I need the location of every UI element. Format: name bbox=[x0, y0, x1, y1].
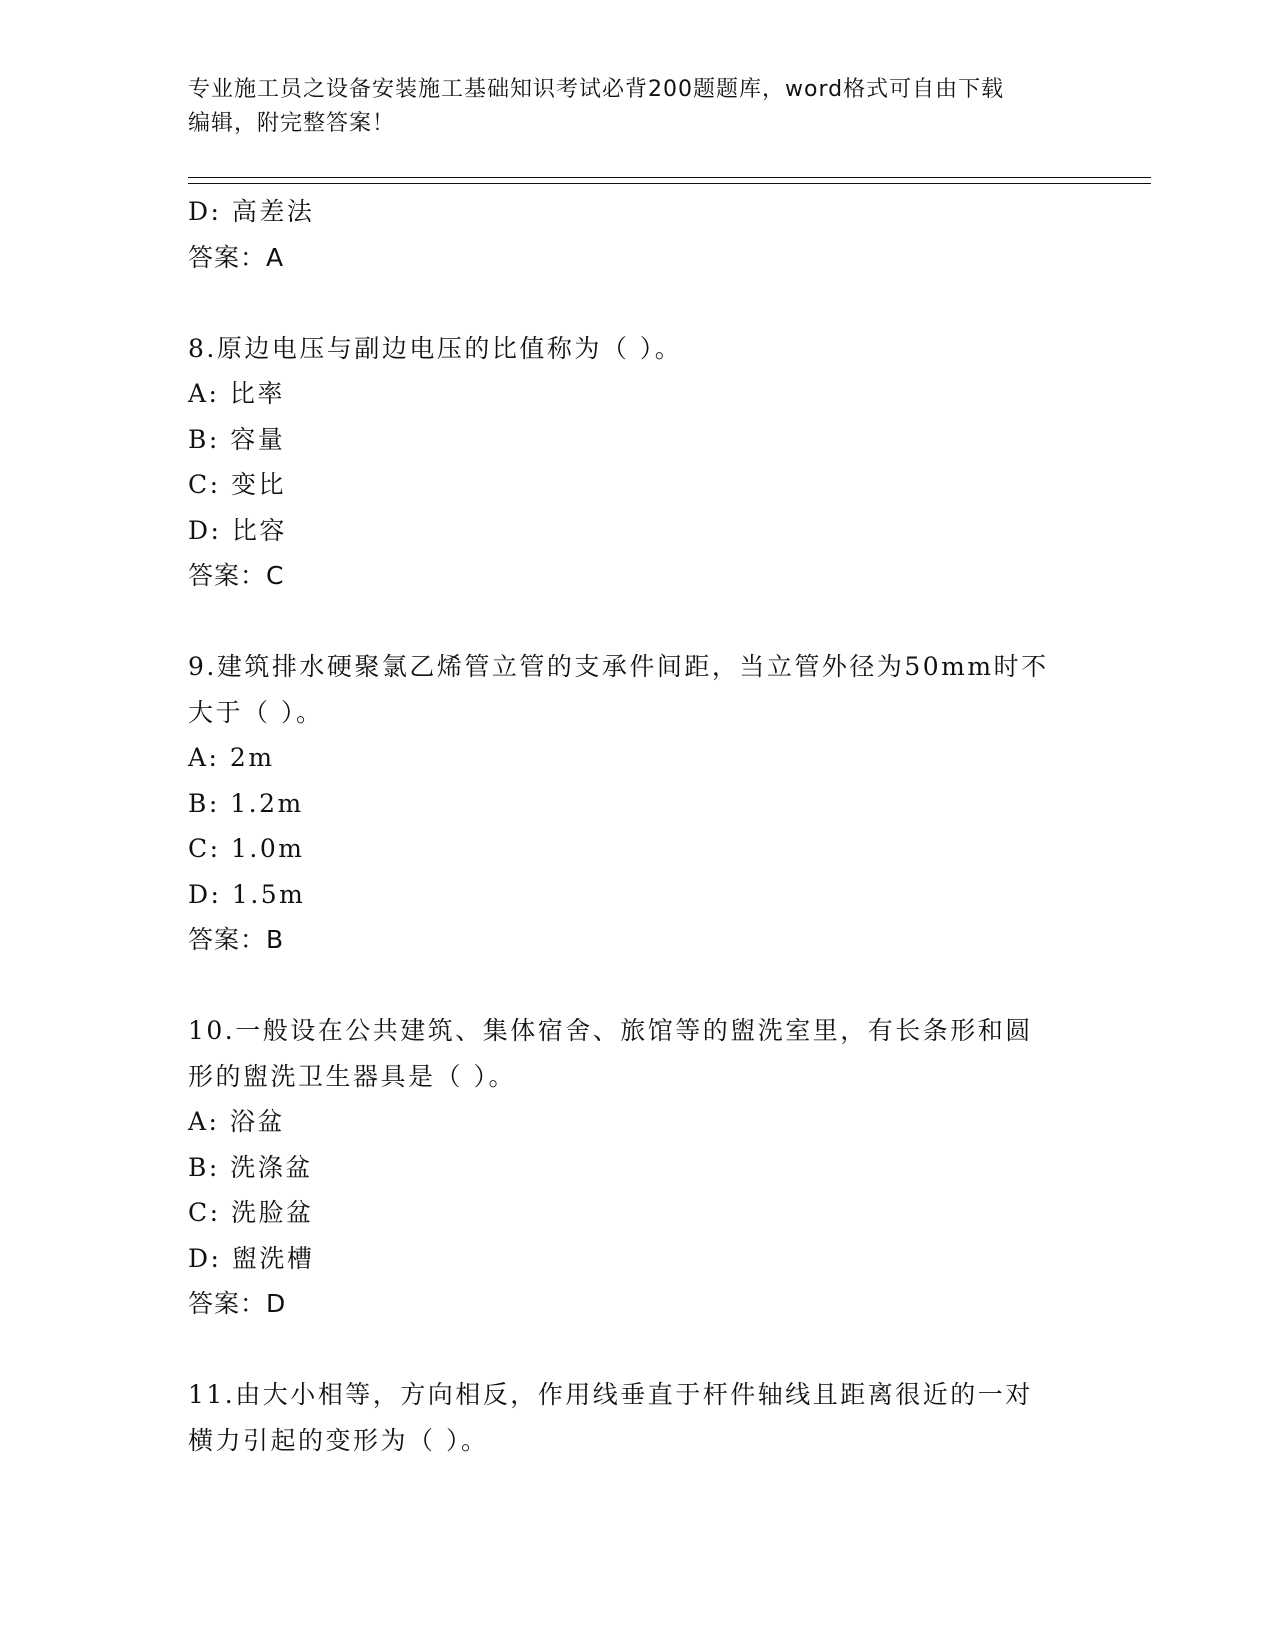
question-stem-line-2: 横力引起的变形为（ ）。 bbox=[188, 1425, 489, 1455]
spacer bbox=[188, 599, 1088, 645]
question-stem-line-2: 形的盥洗卫生器具是（ ）。 bbox=[188, 1061, 516, 1091]
answer: 答案：D bbox=[188, 1289, 287, 1318]
question-list bbox=[188, 189, 1088, 1463]
header-title-line-2: 编辑，附完整答案！ bbox=[188, 111, 396, 136]
header-divider-top bbox=[188, 177, 1151, 178]
spacer bbox=[188, 963, 1088, 1009]
answer: 答案：C bbox=[188, 561, 285, 590]
option-d: D: 高差法 bbox=[188, 197, 315, 226]
question-stem-line-2: 大于（ ）。 bbox=[188, 697, 324, 727]
answer: 答案：B bbox=[188, 925, 285, 954]
question-stem: 8.原边电压与副边电压的比值称为（ ）。 bbox=[188, 333, 683, 363]
header-title-line-1: 专业施工员之设备安装施工基础知识考试必背200题题库，word格式可自由下载 bbox=[188, 77, 1005, 102]
question-stem-line-1: 11.由大小相等，方向相反，作用线垂直于杆件轴线且距离很近的一对 bbox=[188, 1380, 1033, 1409]
option-d: D: 比容 bbox=[188, 515, 287, 545]
option-a: A: 浴盆 bbox=[188, 1107, 285, 1136]
option-b: B: 洗涤盆 bbox=[188, 1152, 313, 1182]
spacer bbox=[188, 1327, 1088, 1373]
option-b: B: 1.2m bbox=[188, 788, 304, 818]
answer: 答案：A bbox=[188, 242, 285, 272]
option-b: B: 容量 bbox=[188, 424, 286, 454]
option-a: A: 2m bbox=[188, 743, 275, 772]
question-stem-line-1: 9.建筑排水硬聚氯乙烯管立管的支承件间距，当立管外径为50mm时不 bbox=[188, 652, 1049, 681]
question-stem-line-1: 10.一般设在公共建筑、集体宿舍、旅馆等的盥洗室里，有长条形和圆 bbox=[188, 1016, 1033, 1045]
question-9 bbox=[188, 644, 1088, 963]
option-d: D: 1.5m bbox=[188, 879, 306, 909]
question-7-tail bbox=[188, 189, 1088, 280]
question-11 bbox=[188, 1372, 1088, 1463]
option-a: A: 比率 bbox=[188, 379, 285, 408]
document-header bbox=[188, 73, 1068, 141]
spacer bbox=[188, 280, 1088, 326]
option-d: D: 盥洗槽 bbox=[188, 1243, 315, 1273]
option-c: C: 1.0m bbox=[188, 834, 305, 863]
header-divider-bottom bbox=[188, 183, 1151, 184]
option-c: C: 变比 bbox=[188, 470, 286, 499]
option-c: C: 洗脸盆 bbox=[188, 1198, 314, 1227]
question-8 bbox=[188, 326, 1088, 599]
question-10 bbox=[188, 1008, 1088, 1327]
